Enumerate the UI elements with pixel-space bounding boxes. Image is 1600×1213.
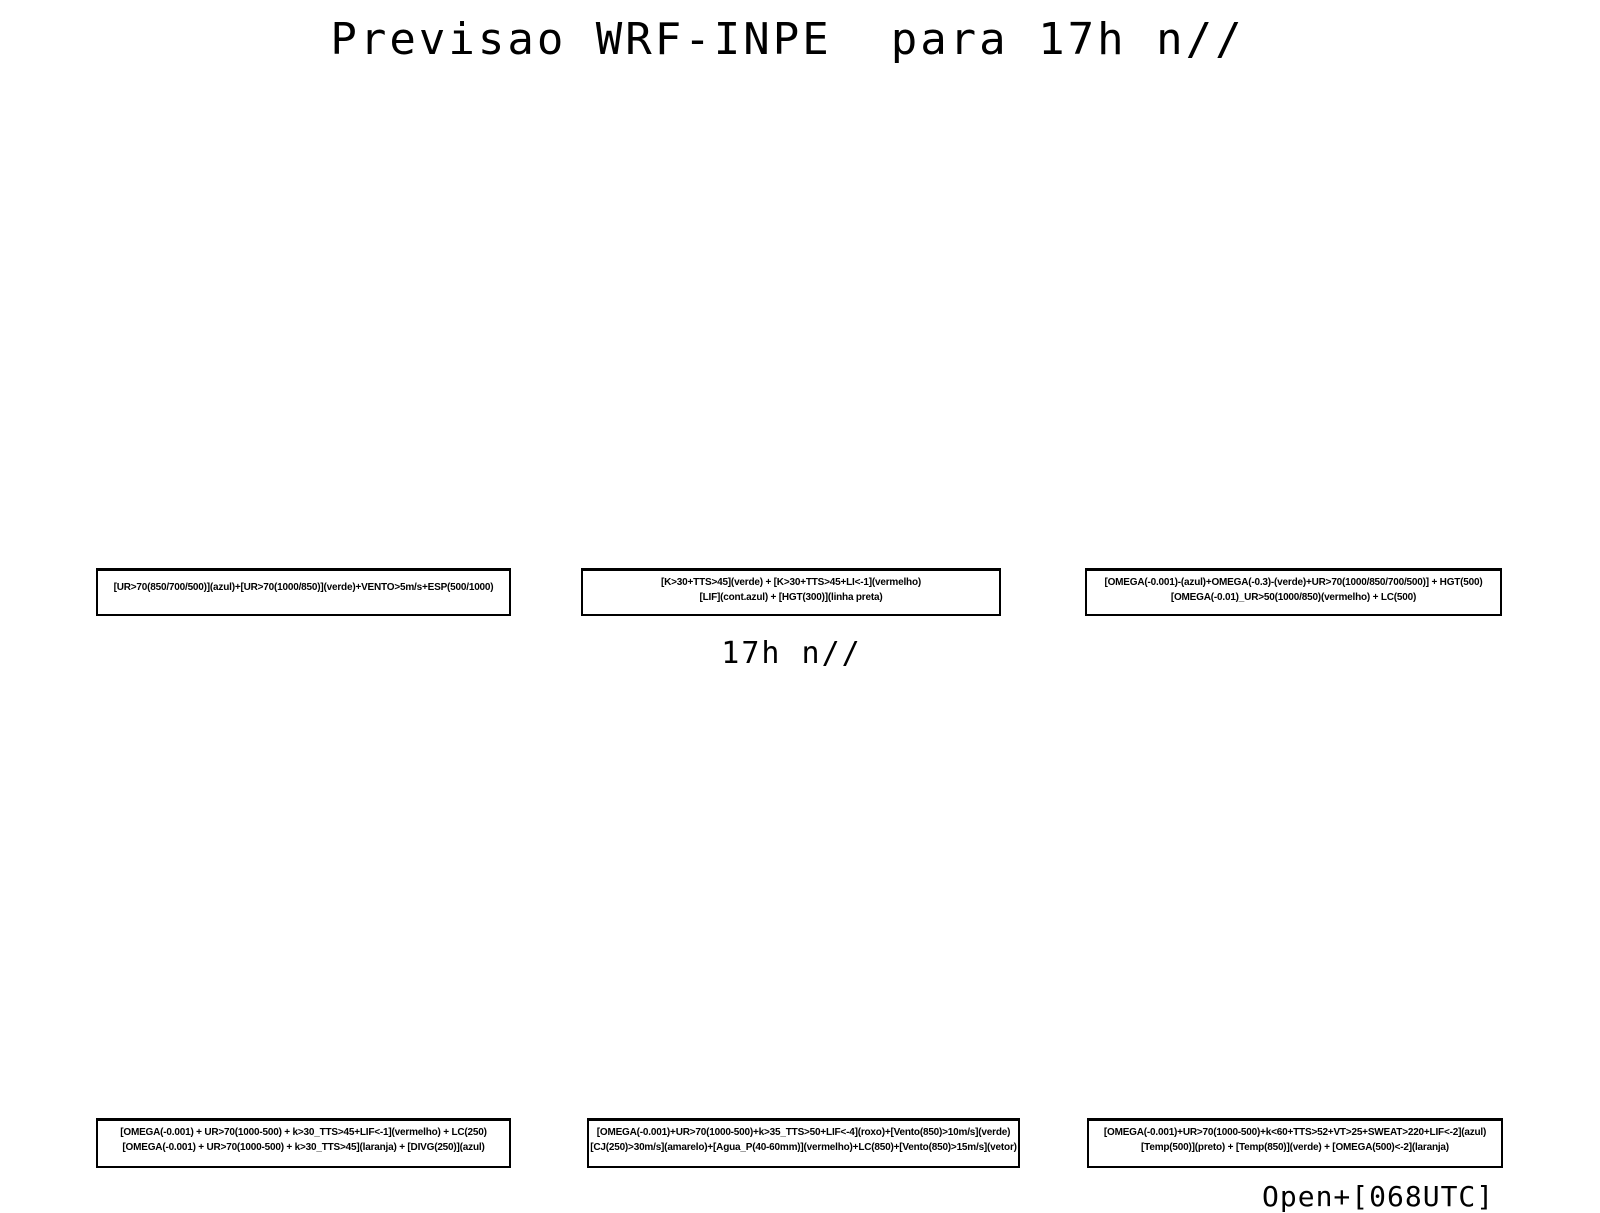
legend-text: [LIF](cont.azul) + [HGT(300)](linha preta): [699, 592, 883, 603]
legend-box-bottom-center: [587, 1118, 1020, 1168]
panel-row-subtitle: 17h n//: [721, 636, 862, 671]
legend-text: [K>30+TTS>45](verde) + [K>30+TTS>45+LI<-1](vermelho): [661, 577, 921, 588]
legend-text: [UR>70(850/700/500)](azul)+[UR>70(1000/850)](verde)+VENTO>5m/s+ESP(500/1000): [113, 582, 494, 593]
legend-box-bottom-right: [1087, 1118, 1503, 1168]
legend-box-top-right: [1085, 568, 1502, 616]
footer-timestamp: Open+[068UTC]: [1262, 1180, 1495, 1213]
legend-box-top-left: [96, 568, 511, 616]
legend-text: [OMEGA(-0.01)_UR>50(1000/850)(vermelho) + LC(500): [1170, 592, 1417, 603]
legend-box-top-center: [581, 568, 1001, 616]
legend-text: [OMEGA(-0.001) + UR>70(1000-500) + k>30_TTS>45+LIF<-1](vermelho) + LC(250): [120, 1127, 487, 1138]
page-title: Previsao WRF-INPE para 17h n//: [330, 14, 1245, 65]
legend-text: [OMEGA(-0.001)+UR>70(1000-500)+k<60+TTS>52+VT>25+SWEAT>220+LIF<-2](azul): [1103, 1127, 1487, 1138]
legend-text: [CJ(250)>30m/s](amarelo)+[Agua_P(40-60mm)](vermelho)+LC(850)+[Vento(850)>15m/s](vetor): [590, 1142, 1017, 1153]
legend-text: [OMEGA(-0.001) + UR>70(1000-500) + k>30_TTS>45](laranja) + [DIVG(250)](azul): [122, 1142, 485, 1153]
legend-text: [OMEGA(-0.001)+UR>70(1000-500)+k>35_TTS>50+LIF<-4](roxo)+[Vento(850)>10m/s](verde): [596, 1127, 1011, 1138]
legend-box-bottom-left: [96, 1118, 511, 1168]
legend-text: [OMEGA(-0.001)-(azul)+OMEGA(-0.3)-(verde)+UR>70(1000/850/700/500)] + HGT(500): [1104, 577, 1483, 588]
legend-text: [Temp(500)](preto) + [Temp(850)](verde) + [OMEGA(500)<-2](laranja): [1141, 1142, 1449, 1153]
